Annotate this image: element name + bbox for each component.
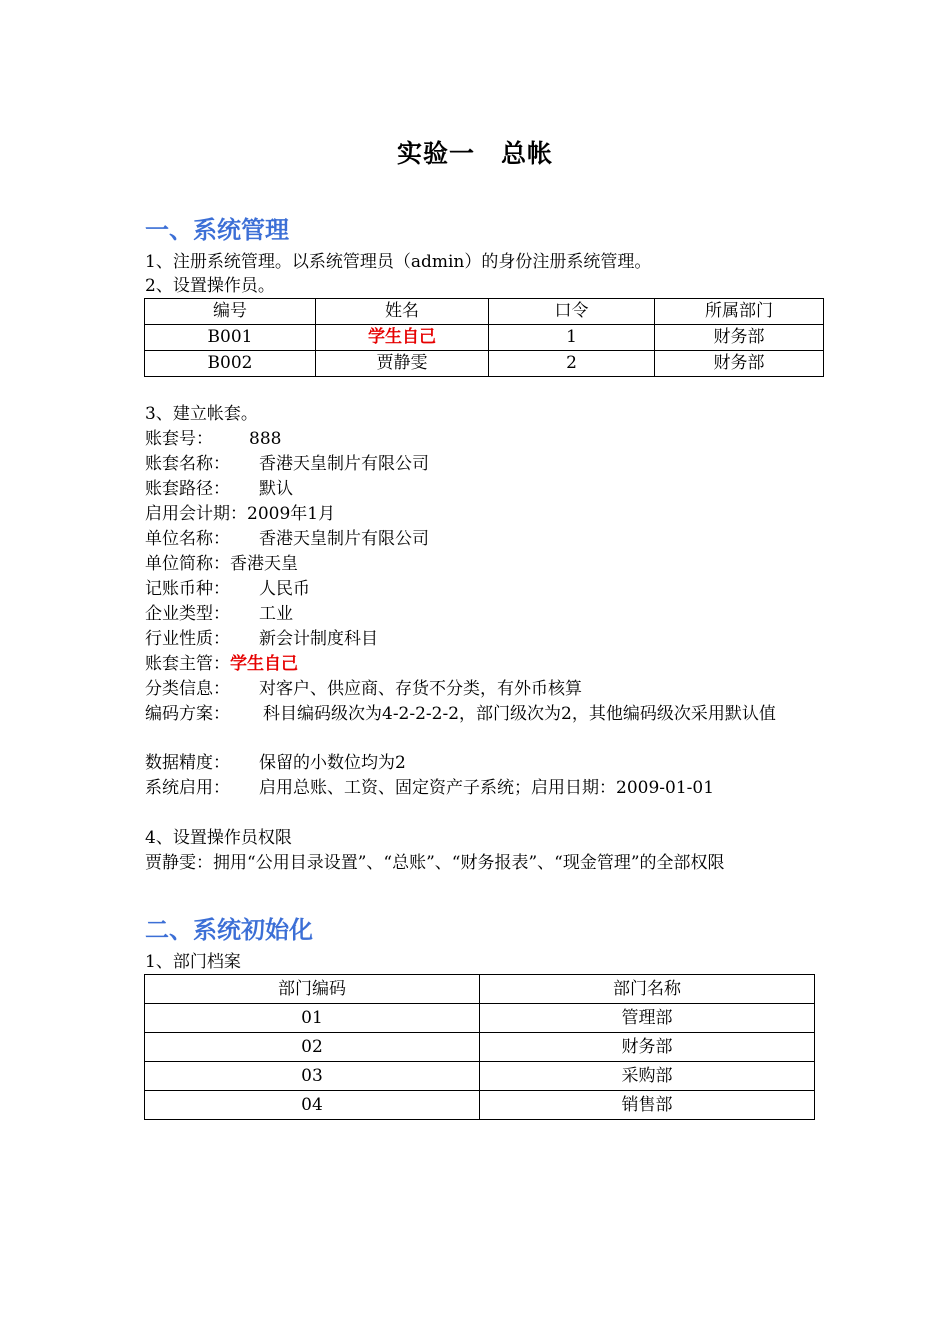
table-cell: 1 (489, 325, 655, 351)
field-label: 系统启用： (145, 778, 230, 798)
field-label: 启用会计期： (145, 504, 247, 524)
table-header-row (145, 299, 824, 325)
table-cell: 04 (145, 1091, 480, 1120)
field-value: 工业 (259, 604, 293, 624)
table-cell: 财务部 (480, 1033, 815, 1062)
table-header-row (145, 975, 815, 1004)
table-header-cell: 所属部门 (655, 299, 824, 325)
operators-table (144, 298, 824, 377)
field-label: 账套路径： (145, 479, 230, 499)
currency (145, 577, 310, 602)
field-label: 账套号： (145, 429, 213, 449)
field-label: 数据精度： (145, 753, 230, 773)
field-value-highlight: 学生自己 (230, 654, 298, 674)
field-value: 新会计制度科目 (259, 629, 378, 649)
table-header-cell: 姓名 (316, 299, 489, 325)
step-set-operators: 2、设置操作员。 (145, 276, 275, 296)
table-header-cell: 部门编码 (145, 975, 480, 1004)
system-enable (145, 776, 714, 801)
table-row (145, 1033, 815, 1062)
field-label: 行业性质： (145, 629, 230, 649)
table-row (145, 325, 824, 351)
table-row (145, 1062, 815, 1091)
field-value: 香港天皇 (230, 554, 298, 574)
field-value: 启用总账、工资、固定资产子系统；启用日期：2009-01-01 (259, 778, 715, 798)
field-value: 对客户、供应商、存货不分类，有外币核算 (259, 679, 582, 699)
step-register-admin: 1、注册系统管理。以系统管理员（admin）的身份注册系统管理。 (145, 252, 652, 272)
step-department-archive: 1、部门档案 (145, 952, 241, 972)
enterprise-type (145, 602, 293, 627)
field-value: 保留的小数位均为2 (259, 753, 406, 773)
account-name (145, 452, 429, 477)
table-cell: B002 (145, 351, 316, 377)
field-value: 香港天皇制片有限公司 (259, 454, 429, 474)
industry-nature (145, 627, 378, 652)
table-row (145, 1091, 815, 1120)
table-header-cell: 部门名称 (480, 975, 815, 1004)
page-title: 实验一 总帐 (396, 139, 553, 168)
classification-info (145, 677, 582, 702)
step-operator-permissions: 4、设置操作员权限 (145, 828, 292, 848)
data-precision (145, 751, 406, 776)
table-cell: 财务部 (655, 351, 824, 377)
field-value: 香港天皇制片有限公司 (259, 529, 429, 549)
field-label: 企业类型： (145, 604, 230, 624)
table-cell: 销售部 (480, 1091, 815, 1120)
section-heading-system-management: 一、系统管理 (145, 216, 289, 244)
permission-text: 贾静雯：拥用“公用目录设置”、“总账”、“财务报表”、“现金管理”的全部权限 (145, 853, 725, 873)
account-number (145, 427, 281, 452)
section-heading-system-init: 二、系统初始化 (145, 916, 313, 944)
step-create-account-set: 3、建立帐套。 (145, 404, 258, 424)
table-cell-highlight: 学生自己 (316, 325, 489, 351)
field-label: 账套主管： (145, 654, 230, 674)
table-cell: B001 (145, 325, 316, 351)
table-cell: 2 (489, 351, 655, 377)
unit-name (145, 527, 429, 552)
field-label: 记账币种： (145, 579, 230, 599)
table-header-cell: 编号 (145, 299, 316, 325)
field-value: 人民币 (259, 579, 310, 599)
department-table (144, 974, 815, 1120)
field-value: 默认 (259, 479, 293, 499)
field-label: 账套名称： (145, 454, 230, 474)
table-cell: 02 (145, 1033, 480, 1062)
table-row (145, 1004, 815, 1033)
account-path (145, 477, 293, 502)
field-value: 科目编码级次为4-2-2-2-2，部门级次为2，其他编码级次采用默认值 (263, 704, 776, 724)
table-cell: 01 (145, 1004, 480, 1033)
account-start-period (145, 502, 335, 527)
table-header-cell: 口令 (489, 299, 655, 325)
account-supervisor (145, 652, 298, 677)
coding-scheme (145, 702, 810, 727)
table-cell: 贾静雯 (316, 351, 489, 377)
field-label: 单位简称： (145, 554, 230, 574)
field-label: 编码方案： (145, 704, 230, 724)
table-cell: 03 (145, 1062, 480, 1091)
field-value: 2009年1月 (247, 504, 336, 524)
field-value: 888 (249, 429, 282, 449)
table-cell: 采购部 (480, 1062, 815, 1091)
field-label: 单位名称： (145, 529, 230, 549)
table-cell: 管理部 (480, 1004, 815, 1033)
field-label: 分类信息： (145, 679, 230, 699)
table-cell: 财务部 (655, 325, 824, 351)
table-row (145, 351, 824, 377)
unit-abbreviation (145, 552, 298, 577)
